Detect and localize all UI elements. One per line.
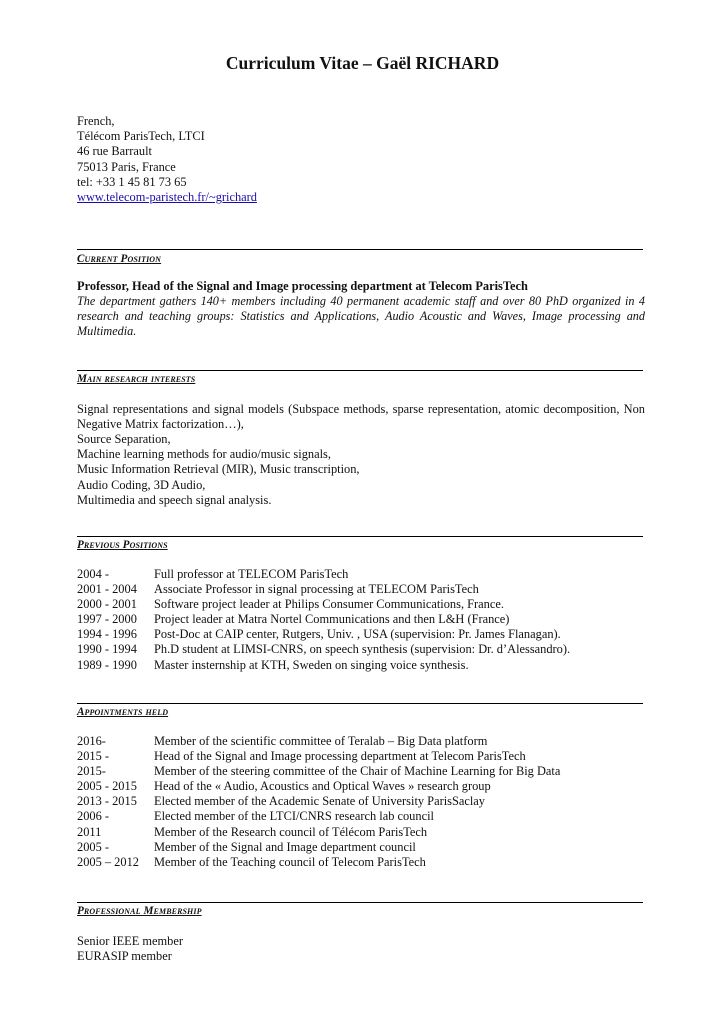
current-position-description: The department gathers 140+ members including 40 permanent academic staff and over 80 PhD organized in 4 research and teaching groups: Statistics and Applications, Audio Acoustic and Waves, Image processing and Multimedia.: [77, 294, 645, 338]
section-heading-membership: Professional Membership: [77, 905, 202, 917]
list-item: Senior IEEE member: [77, 934, 183, 948]
affiliation: Télécom ParisTech, LTCI: [77, 129, 205, 144]
membership-list: [77, 934, 183, 964]
section-heading-current-position: Current Position: [77, 253, 162, 265]
city-address: 75013 Paris, France: [77, 159, 176, 174]
street-address: 46 rue Barrault: [77, 144, 153, 159]
section-divider: [77, 370, 643, 371]
current-position-title: Professor, Head of the Signal and Image processing department at Telecom ParisTech: [77, 279, 528, 293]
list-item: Audio Coding, 3D Audio,: [77, 477, 206, 492]
section-divider: [77, 536, 643, 537]
page-title: Curriculum Vitae – Gaël RICHARD: [225, 53, 500, 73]
list-item: Signal representations and signal models (Subspace methods, sparse representation, atomic decomposition, Non Negative Matrix factorization…),: [77, 402, 645, 431]
section-divider: [77, 249, 643, 250]
section-divider: [77, 703, 643, 704]
list-item: Machine learning methods for audio/music signals,: [77, 447, 331, 462]
list-item: EURASIP member: [77, 949, 172, 964]
list-item: Source Separation,: [77, 432, 171, 446]
section-heading-research-interests: Main research interests: [77, 373, 196, 385]
website-link[interactable]: www.telecom-paristech.fr/~grichard: [77, 189, 257, 204]
research-interests-list: [77, 402, 645, 508]
section-heading-appointments: Appointments held: [77, 706, 169, 718]
cv-page: Curriculum Vitae – Gaël RICHARD French, Télécom ParisTech, LTCI 46 rue Barrault 75013 Paris, France tel: +33 1 45 81 73 65 www.telecom-paristech.fr/~grichard Current Position Professor, Head of the Signal and Image processing department at Telecom ParisTech The department gathers 140+ members including 40 permanent academic staff and over 80 PhD organized in 4 research and teaching groups: Statistics and Applications, Audio Acoustic and Waves, Image processing and Multimedia. Main research interests Signal representations and signal models (Subspace methods, sparse representation, atomic decomposition, Non Negative Matrix factorization…), Source Separation, Machine learning methods for audio/music signals, Music Information Retrieval (MIR), Music transcription, Audio Coding, 3D Audio, Multimedia and speech signal analysis. Previous Positions 2004 - Full professor at TELECOM ParisTech 2001 - 2004 Associate Professor in signal processing at TELECOM ParisTech 2000 - 2001 Software project leader at Philips Consumer Communications, France. 1997 - 2000 Project leader at Matra Nortel Communications and then L&H (France) 1994 - 1996 Post-Doc at CAIP center, Rutgers, Univ. , USA (supervision: Pr. James Flanagan). 1990 - 1994 Ph.D student at LIMSI-CNRS, on speech synthesis (supervision: Dr. d’Alessandro). 1989 - 1990 Master insternship at KTH, Sweden on singing voice synthesis. Appointments held 2016- Member of the scientific committee of Teralab – Big Data platform 2015 - Head of the Signal and Image processing department at Telecom ParisTech 2015- Member of the steering committee of the Chair of Machine Learning for Big Data 2005 - 2015 Head of the « Audio, Acoustics and Optical Waves » research group 2013 - 2015 Elected member of the Academic Senate of University ParisSaclay 2006 - Elected member of the LTCI/CNRS research lab council 2011 Member of the Research council of Télécom ParisTech 2005 - Member of the Signal and Image department council 2005 – 2012 Member of the Teaching council of Telecom ParisTech Professional Membership Senior IEEE member EURASIP member: [0, 0, 725, 1024]
list-item: Music Information Retrieval (MIR), Music transcription,: [77, 462, 360, 477]
section-divider: [77, 902, 643, 903]
telephone: tel: +33 1 45 81 73 65: [77, 174, 187, 189]
section-heading-previous-positions: Previous Positions: [77, 539, 168, 551]
contact-block: [77, 114, 257, 205]
nationality: French,: [77, 114, 115, 128]
list-item: Multimedia and speech signal analysis.: [77, 492, 272, 507]
